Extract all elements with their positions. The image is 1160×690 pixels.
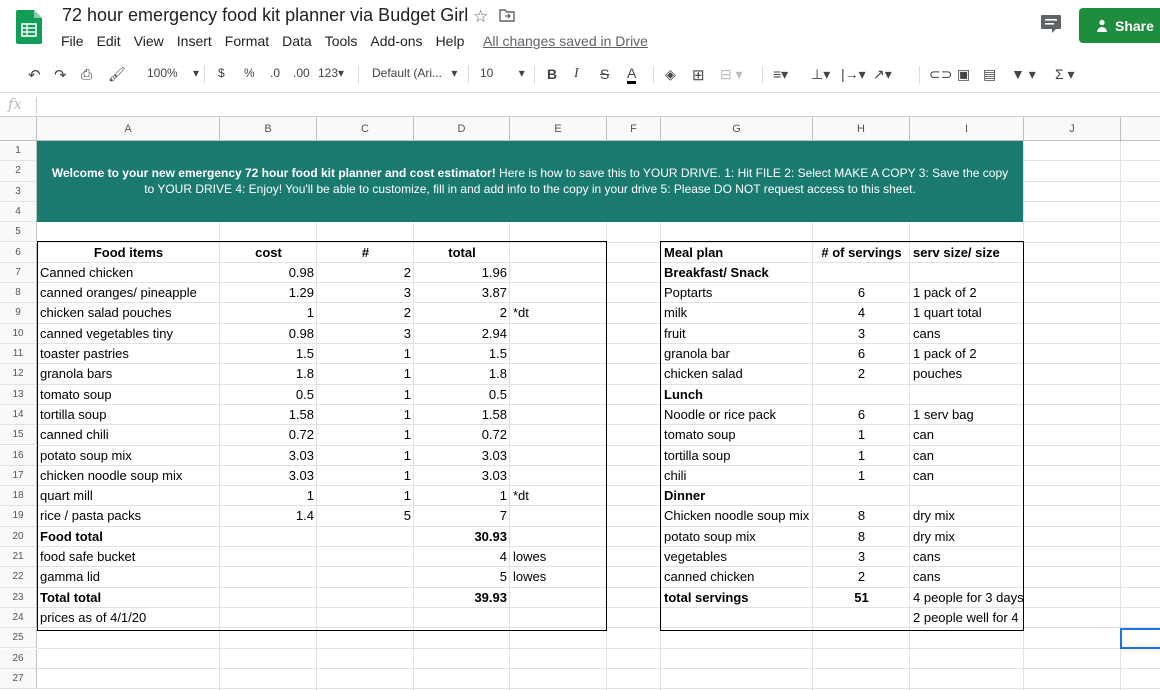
food-qty-cell[interactable]: 1 [403,406,411,422]
food-qty-cell[interactable]: 5 [403,508,411,524]
menu-file[interactable]: File [61,33,84,49]
row-header[interactable]: 7 [0,263,37,283]
meal-name-cell[interactable]: Noodle or rice pack [664,406,776,422]
meal-size-cell[interactable]: can [913,467,934,483]
decrease-decimal-button[interactable]: .0 [270,66,281,80]
meal-name-cell[interactable]: chili [664,467,687,483]
food-cost-cell[interactable]: 0.98 [288,264,314,280]
meal-name-cell[interactable]: Poptarts [664,285,713,301]
meal-size-cell[interactable]: can [913,427,934,443]
meal-name-cell[interactable]: Chicken noodle soup mix [664,508,810,524]
meal-servings-cell[interactable]: 6 [857,285,866,301]
food-total-label[interactable]: Food total [40,528,103,544]
food-total-cell[interactable]: 1.58 [481,406,507,422]
header-servings[interactable]: # of servings [821,244,902,260]
font-size-value: 10 [480,66,494,80]
row-header[interactable]: 4 [0,202,37,222]
food-cost-cell[interactable]: 3.03 [288,467,314,483]
food-cost-cell[interactable]: 1 [306,488,314,504]
food-qty-cell[interactable]: 1 [403,386,411,402]
banner-bold-text: Welcome to your new emergency 72 hour food kit planner and cost estimator! [51,166,496,180]
share-button[interactable] [1079,8,1160,43]
food-total-cell[interactable]: 2.94 [481,325,507,341]
row-header[interactable]: 9 [0,303,37,323]
increase-decimal-button[interactable]: .00 [293,66,310,80]
chevron-down-icon: ▾ [518,66,525,80]
row-header[interactable]: 17 [0,466,37,486]
document-title[interactable]: 72 hour emergency food kit planner via Budget Girl [62,5,469,25]
food-qty-cell[interactable]: 1 [403,427,411,443]
food-cost-cell[interactable]: 1.8 [295,366,314,382]
food-item-cell[interactable]: chicken salad pouches [40,305,172,321]
row-header[interactable]: 26 [0,649,37,669]
star-icon[interactable]: ☆ [473,7,489,26]
food-cost-cell[interactable]: 1.4 [295,508,314,524]
column-header[interactable]: I [910,117,1024,141]
row-header[interactable]: 14 [0,405,37,425]
spreadsheet-grid[interactable] [0,117,1160,690]
meal-size-cell[interactable]: 1 pack of 2 [913,346,977,361]
row-header[interactable]: 11 [0,344,37,364]
prices-note[interactable]: prices as of 4/1/20 [40,609,147,625]
meal-servings-cell[interactable]: 3 [857,549,866,564]
extra-note-cell[interactable]: lowes [513,549,547,564]
food-cost-cell[interactable]: 0.5 [295,386,314,402]
row-header[interactable]: 1 [0,141,37,161]
row-header[interactable]: 2 [0,161,37,181]
share-label: Share [1115,17,1154,34]
meal-size-cell[interactable]: cans [913,569,941,585]
extra-total-cell[interactable]: 5 [499,569,507,585]
food-item-cell[interactable]: canned oranges/ pineapple [40,285,197,301]
meal-size-cell[interactable]: dry mix [913,508,955,524]
meal-servings-cell[interactable]: 51 [854,589,869,605]
header-food-items[interactable]: Food items [93,244,164,260]
food-item-cell[interactable]: Canned chicken [40,264,134,280]
sheets-logo-icon[interactable] [16,10,42,44]
font-size-select[interactable] [480,66,525,80]
undo-icon[interactable]: ↶ [28,67,41,84]
food-cost-cell[interactable]: 0.98 [288,325,314,341]
extra-item-cell[interactable]: gamma lid [40,569,100,585]
food-item-cell[interactable]: toaster pastries [40,346,129,361]
menu-data[interactable]: Data [282,33,312,49]
meal-name-cell[interactable]: tomato soup [664,427,736,443]
meal-size-cell[interactable]: 1 pack of 2 [913,285,977,301]
insert-comment-icon[interactable]: ▣ [957,66,971,82]
meal-servings-cell[interactable]: 1 [857,447,866,463]
food-table-border [37,241,607,631]
meal-servings-cell[interactable]: 3 [857,325,866,341]
meal-name-cell[interactable]: total servings [664,589,749,605]
print-icon[interactable]: ⎙ [81,66,93,82]
meal-name-cell[interactable]: Lunch [664,386,703,402]
menu-addons[interactable]: Add-ons [370,33,423,49]
column-header[interactable]: G [661,117,813,141]
horizontal-align-icon[interactable]: ≡▾ [773,66,789,82]
meal-servings-cell[interactable]: 6 [857,406,866,422]
food-note-cell[interactable]: *dt [513,488,529,504]
food-qty-cell[interactable]: 1 [403,488,411,504]
food-cost-cell[interactable]: 1.29 [288,285,314,301]
italic-button[interactable]: I [574,66,579,81]
food-cost-cell[interactable]: 0.72 [288,427,314,443]
column-header[interactable]: B [220,117,317,141]
meal-name-cell[interactable]: chicken salad [664,366,743,382]
menu-format[interactable]: Format [224,33,270,49]
meal-servings-cell[interactable]: 2 [857,366,866,382]
food-total-cell[interactable]: 3.03 [481,447,507,463]
meal-name-cell[interactable]: fruit [664,325,686,341]
chevron-down-icon: ▾ [193,66,200,80]
grand-total-label[interactable]: Total total [40,589,102,605]
fill-color-icon[interactable]: ◈ [665,66,676,82]
chevron-down-icon: ▾ [451,66,458,80]
vertical-align-icon[interactable]: ⊥▾ [811,66,831,82]
header-total[interactable]: total [448,244,476,260]
food-qty-cell[interactable]: 3 [403,285,411,301]
meal-size-cell[interactable]: 1 serv bag [913,406,974,422]
row-header[interactable]: 19 [0,506,37,526]
food-total-cell[interactable]: 0.72 [481,427,507,443]
column-header[interactable]: F [607,117,661,141]
food-cost-cell[interactable]: 1 [306,305,314,321]
header-serv-size[interactable]: serv size/ size [913,244,1000,260]
food-note-cell[interactable]: *dt [513,305,529,321]
row-header[interactable]: 27 [0,669,37,689]
meal-servings-cell[interactable]: 8 [857,528,866,544]
column-header[interactable]: J [1024,117,1121,141]
meal-name-cell[interactable]: potato soup mix [664,528,756,544]
insert-link-icon[interactable]: ⊂⊃ [929,66,953,82]
welcome-banner [37,141,1023,222]
meal-name-cell[interactable]: canned chicken [664,569,755,585]
food-total-value[interactable]: 30.93 [474,528,507,544]
food-item-cell[interactable]: granola bars [40,366,113,382]
row-header[interactable]: 13 [0,385,37,405]
meal-servings-cell[interactable]: 4 [857,305,866,321]
column-header[interactable]: D [414,117,510,141]
meal-size-cell[interactable]: pouches [913,366,963,382]
select-all-corner[interactable] [0,117,37,141]
zoom-value: 100% [147,66,178,80]
food-qty-cell[interactable]: 2 [403,264,411,280]
food-item-cell[interactable]: chicken noodle soup mix [40,467,183,483]
extra-item-cell[interactable]: food safe bucket [40,549,136,564]
formula-bar[interactable] [0,92,1160,117]
row-header[interactable]: 24 [0,608,37,628]
text-wrap-icon[interactable]: |→▾ [841,66,866,82]
row-header[interactable]: 25 [0,628,37,648]
toolbar [0,58,1160,92]
font-select[interactable] [372,66,457,80]
menu-help[interactable]: Help [435,33,465,49]
meal-size-cell[interactable]: 2 people well for 4 [913,609,1019,625]
food-item-cell[interactable]: tortilla soup [40,406,107,422]
column-header[interactable] [1121,117,1160,141]
food-total-cell[interactable]: 3.03 [481,467,507,483]
food-total-cell[interactable]: 7 [499,508,507,524]
fx-icon: fx [8,95,23,113]
food-item-cell[interactable]: canned chili [40,427,109,443]
food-total-cell[interactable]: 1.96 [481,264,507,280]
food-cost-cell[interactable]: 1.5 [295,346,314,361]
redo-icon[interactable]: ↷ [54,67,67,84]
food-item-cell[interactable]: potato soup mix [40,447,132,463]
row-header[interactable]: 8 [0,283,37,303]
selected-cell[interactable] [1120,628,1160,649]
food-cost-cell[interactable]: 3.03 [288,447,314,463]
meal-size-cell[interactable]: cans [913,549,941,564]
meal-name-cell[interactable]: vegetables [664,549,727,564]
food-item-cell[interactable]: tomato soup [40,386,112,402]
food-qty-cell[interactable]: 1 [403,366,411,382]
food-total-cell[interactable]: 2 [499,305,507,321]
row-header[interactable]: 20 [0,527,37,547]
meal-name-cell[interactable]: granola bar [664,346,730,361]
food-total-cell[interactable]: 1 [499,488,507,504]
food-qty-cell[interactable]: 1 [403,346,411,361]
food-cost-cell[interactable]: 1.58 [288,406,314,422]
food-qty-cell[interactable]: 1 [403,467,411,483]
food-item-cell[interactable]: canned vegetables tiny [40,325,173,341]
strikethrough-button[interactable]: S [600,66,610,82]
currency-format-button[interactable]: $ [218,66,225,80]
banner-text: Here is how to save this to YOUR DRIVE. 1: Hit FILE 2: Select MAKE A COPY 3: Save the copy to YOUR DRIVE 4: Enjoy! You'll be able to customize, fill in and add info to the copy in your drive 5: Please DO NOT request access to this sheet. [144,166,1009,196]
meal-name-cell[interactable]: milk [664,305,688,321]
header-meal-plan[interactable]: Meal plan [664,244,724,260]
row-header[interactable]: 3 [0,182,37,202]
food-total-cell[interactable]: 3.87 [481,285,507,301]
row-header[interactable]: 10 [0,324,37,344]
borders-icon[interactable]: ⊞ [692,67,705,84]
paint-format-icon[interactable]: 🖌︎ [108,66,126,82]
row-header[interactable]: 21 [0,547,37,567]
food-total-cell[interactable]: 0.5 [488,386,507,402]
move-folder-icon[interactable] [499,8,515,22]
font-value: Default (Ari... [372,66,443,80]
comments-icon[interactable] [1040,14,1062,34]
column-header[interactable]: H [813,117,910,141]
menu-view[interactable]: View [133,33,164,49]
header-qty[interactable]: # [361,244,370,260]
meal-servings-cell[interactable]: 2 [857,569,866,585]
meal-name-cell[interactable]: Breakfast/ Snack [664,264,769,280]
food-qty-cell[interactable]: 1 [403,447,411,463]
save-status-link[interactable]: All changes saved in Drive [483,33,648,49]
food-total-cell[interactable]: 1.5 [488,346,507,361]
meal-size-cell[interactable]: 1 quart total [913,305,982,321]
meal-size-cell[interactable]: dry mix [913,528,955,544]
menu-insert[interactable]: Insert [176,33,212,49]
zoom-select[interactable] [147,66,199,80]
food-total-cell[interactable]: 1.8 [488,366,507,382]
row-header[interactable]: 6 [0,243,37,263]
percent-format-button[interactable]: % [244,66,255,80]
meal-size-cell[interactable]: can [913,447,934,463]
column-header[interactable]: E [510,117,607,141]
extra-note-cell[interactable]: lowes [513,569,547,585]
row-header[interactable]: 5 [0,222,37,242]
menu-bar [61,33,477,49]
person-lock-icon [1095,19,1109,33]
filter-icon[interactable]: ▼ ▾ [1011,66,1036,82]
food-qty-cell[interactable]: 2 [403,305,411,321]
column-header[interactable]: C [317,117,414,141]
row-header[interactable]: 15 [0,425,37,445]
meal-servings-cell[interactable]: 1 [857,467,866,483]
meal-table-border [660,241,1024,631]
meal-name-cell[interactable]: Dinner [664,488,706,504]
menu-tools[interactable]: Tools [324,33,358,49]
merge-cells-icon[interactable]: ⊟ ▾ [720,66,743,82]
row-header[interactable]: 12 [0,364,37,384]
meal-servings-cell[interactable]: 8 [857,508,866,524]
food-qty-cell[interactable]: 3 [403,325,411,341]
meal-name-cell[interactable]: tortilla soup [664,447,731,463]
row-header[interactable]: 22 [0,567,37,587]
column-header[interactable]: A [37,117,220,141]
text-color-button[interactable]: A [627,66,636,84]
menu-edit[interactable]: Edit [96,33,121,49]
meal-size-cell[interactable]: 4 people for 3 days [913,589,1024,605]
meal-size-cell[interactable]: cans [913,325,941,341]
grand-total-value[interactable]: 39.93 [474,589,507,605]
row-header[interactable]: 18 [0,486,37,506]
meal-servings-cell[interactable]: 1 [857,427,866,443]
extra-total-cell[interactable]: 4 [499,549,507,564]
bold-button[interactable]: B [547,66,558,82]
header-cost[interactable]: cost [255,244,282,260]
row-header[interactable]: 16 [0,446,37,466]
text-rotation-icon[interactable]: ↗▾ [873,66,892,82]
food-item-cell[interactable]: quart mill [40,488,93,504]
row-header[interactable]: 23 [0,588,37,608]
meal-servings-cell[interactable]: 6 [857,346,866,361]
food-item-cell[interactable]: rice / pasta packs [40,508,142,524]
number-format-value: 123 [318,66,339,80]
functions-icon[interactable]: Σ ▾ [1055,66,1075,82]
number-format-select[interactable]: 123▾ [318,66,345,80]
insert-chart-icon[interactable]: ▤ [983,66,997,82]
